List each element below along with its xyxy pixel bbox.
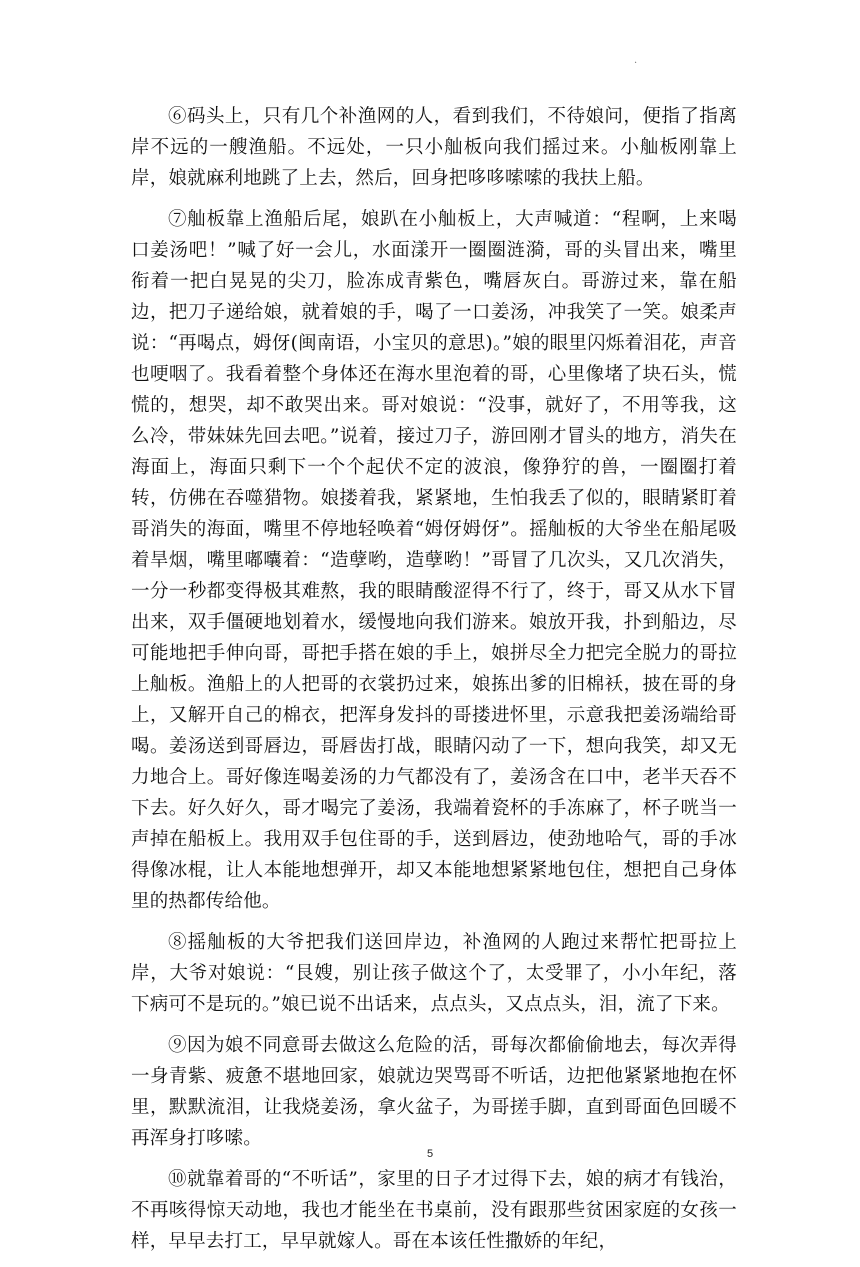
page-number: 5	[426, 1148, 434, 1160]
paragraph-8: ⑧摇舢板的大爷把我们送回岸边，补渔网的人跑过来帮忙把哥拉上岸，大爷对娘说：“艮嫂，别让孩子做这个了，太受罪了，小小年纪，落下病可不是玩的。”娘已说不出话来，点点头，又点点头，泪，流了下来。	[131, 932, 737, 1015]
paragraph-6: ⑥码头上，只有几个补渔网的人，看到我们，不待娘问，便指了指离岸不远的一艘渔船。不远处，一只小舢板向我们摇过来。小舢板刚靠上岸，娘就麻利地跳了上去，然后，回身把哆哆嗦嗦的我扶上船。	[131, 106, 737, 189]
paragraph-7: ⑦舢板靠上渔船后尾，娘趴在小舢板上，大声喊道：“程啊，上来喝口姜汤吧！”喊了好一会儿，水面漾开一圈圈涟漪，哥的头冒出来，嘴里衔着一把白晃晃的尖刀，脸冻成青紫色，嘴唇灰白。哥游过来，靠在船边，把刀子递给娘，就着娘的手，喝了一口姜汤，冲我笑了一笑。娘柔声说：“再喝点，姆伢(闽南语，小宝贝的意思)。”娘的眼里闪烁着泪花，声音也哽咽了。我看着整个身体还在海水里泡着的哥，心里像堵了块石头，慌慌的，想哭，却不敢哭出来。哥对娘说：“没事，就好了，不用等我，这么冷，带妹妹先回去吧。”说着，接过刀子，游回刚才冒头的地方，消失在海面上，海面只剩下一个个起伏不定的波浪，像狰狞的兽，一圈圈打着转，仿佛在吞噬猎物。娘搂着我，紧紧地，生怕我丢了似的，眼睛紧盯着哥消失的海面，嘴里不停地轻唤着“姆伢姆伢”。摇舢板的大爷坐在船尾吸着旱烟，嘴里嘟囔着：“造孽哟，造孽哟！”哥冒了几次头，又几次消失，一分一秒都变得极其难熬，我的眼睛酸涩得不行了，终于，哥又从水下冒出来，双手僵硬地划着水，缓慢地向我们游来。娘放开我，扑到船边，尽可能地把手伸向哥，哥把手搭在娘的手上，娘拼尽全力把完全脱力的哥拉上舢板。渔船上的人把哥的衣裳扔过来，娘拣出爹的旧棉袄，披在哥的身上，又解开自己的棉衣，把浑身发抖的哥搂进怀里，示意我把姜汤端给哥喝。姜汤送到哥唇边，哥唇齿打战，眼睛闪动了一下，想向我笑，却又无力地合上。哥好像连喝姜汤的力气都没有了，姜汤含在口中，老半天吞不下去。好久好久，哥才喝完了姜汤，我端着瓷杯的手冻麻了，杯子咣当一声掉在船板上。我用双手包住哥的手，送到唇边，使劲地哈气，哥的手冰得像冰棍，让人本能地想弹开，却又本能地想紧紧地包住，想把自己身体里的热都传给他。	[131, 209, 737, 912]
paragraph-9: ⑨因为娘不同意哥去做这么危险的活，哥每次都偷偷地去，每次弄得一身青紫、疲惫不堪地回家，娘就边哭骂哥不听话，边把他紧紧地抱在怀里，默默流泪，让我烧姜汤，拿火盆子，为哥搓手脚，直到哥面色回暖不再浑身打哆嗦。	[131, 1035, 737, 1149]
header-dot: .	[634, 55, 638, 66]
paragraph-10: ⑩就靠着哥的“不听话”，家里的日子才过得下去，娘的病才有钱治，不再咳得惊天动地，我也才能坐在书桌前，没有跟那些贫困家庭的女孩一样，早早去打工，早早就嫁人。哥在本该任性撒娇的年纪，	[131, 1169, 737, 1252]
article-body	[131, 101, 737, 1267]
